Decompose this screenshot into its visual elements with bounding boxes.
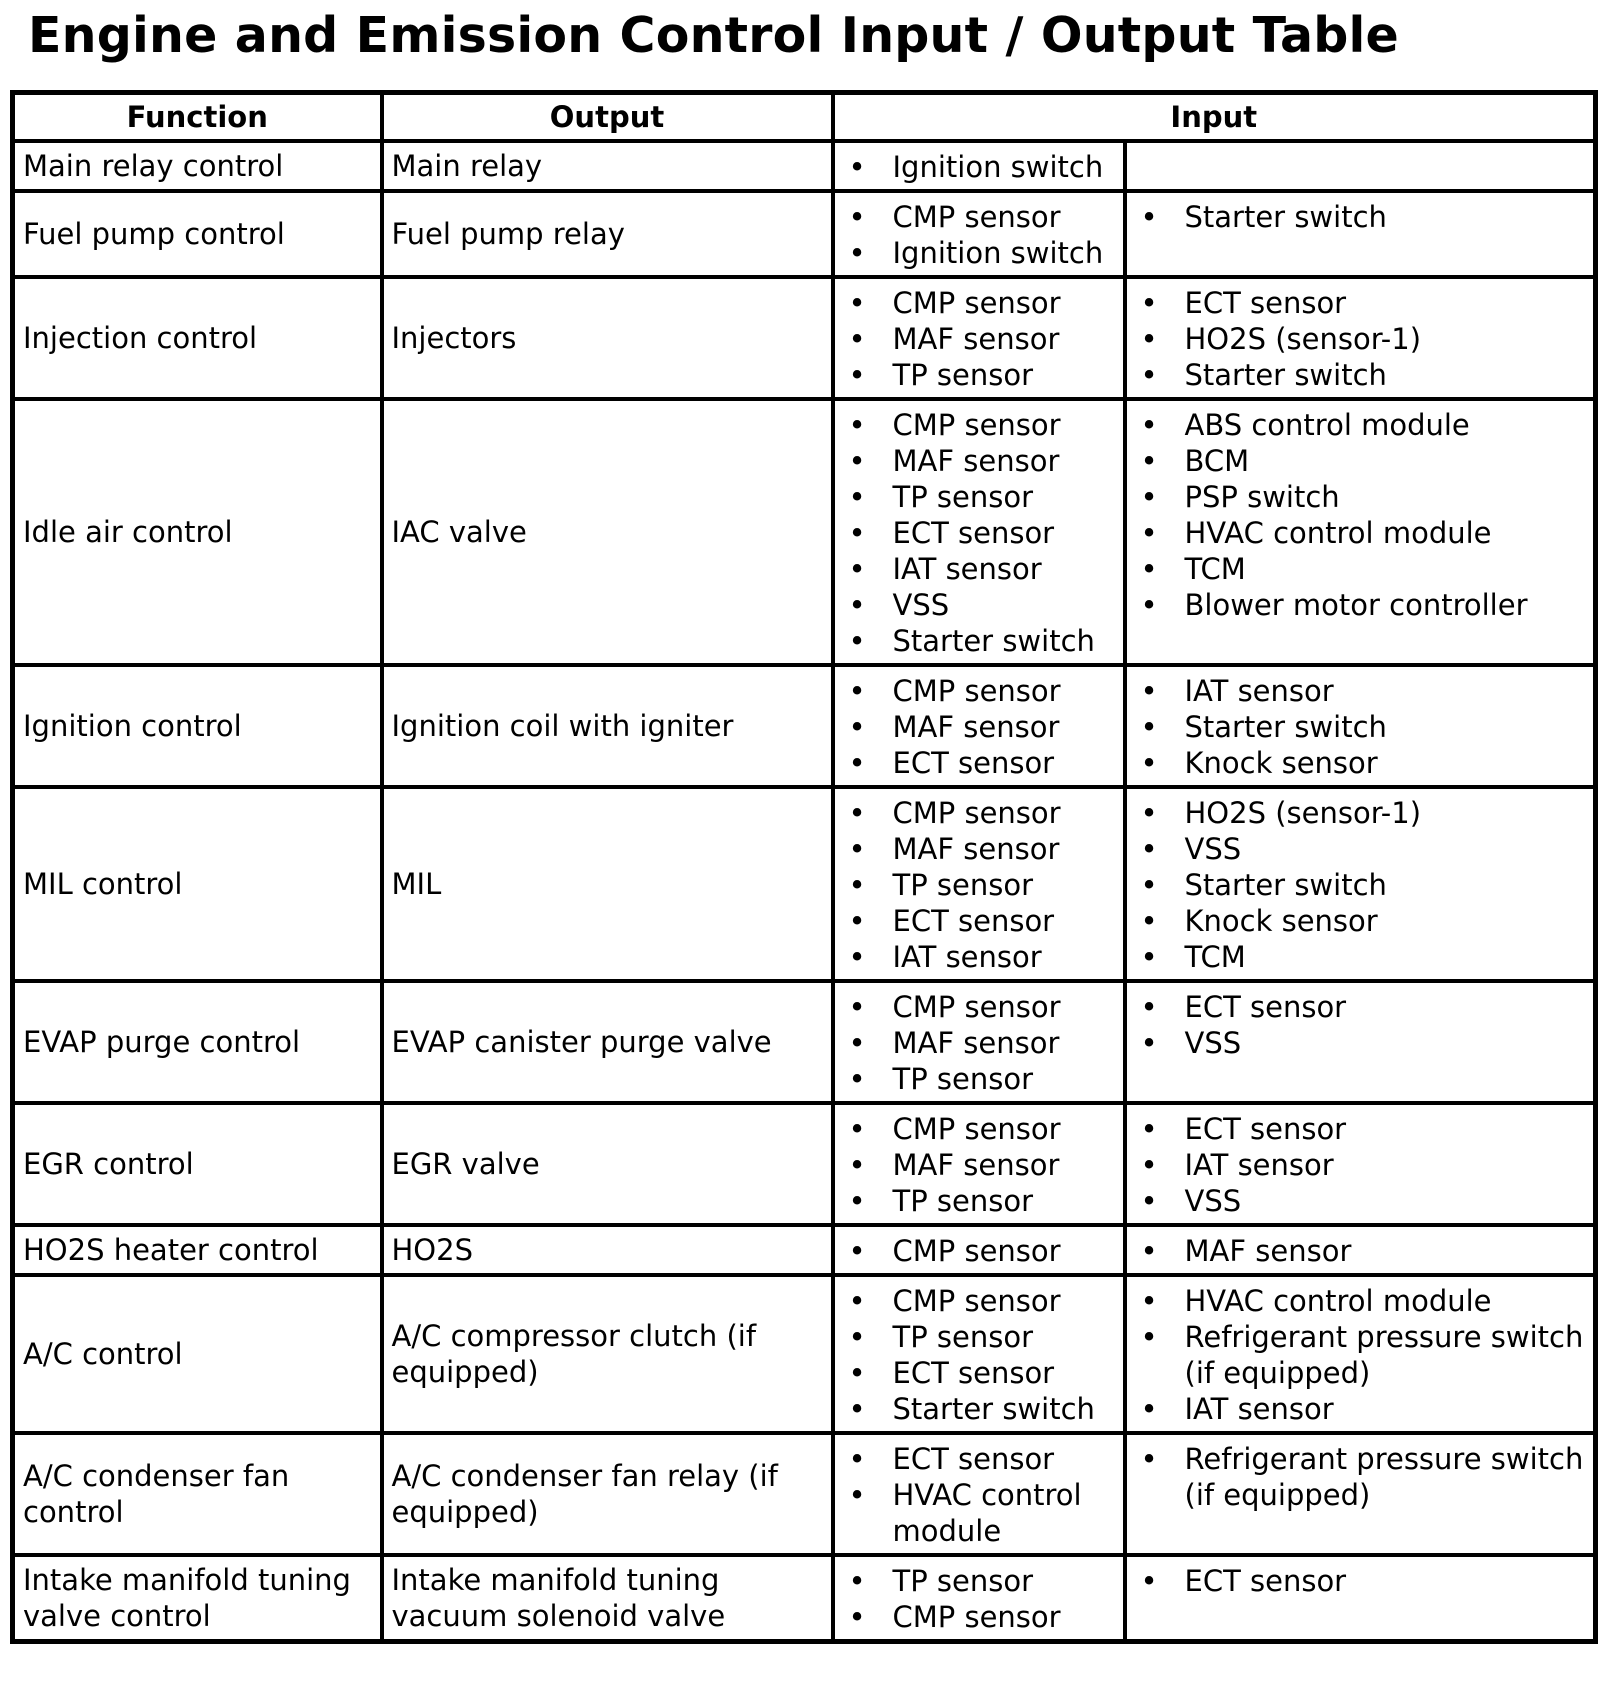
output-cell: [382, 1103, 833, 1225]
input-item: • IAT sensor: [1131, 673, 1590, 709]
output-label: Main relay: [391, 149, 543, 183]
output-label: A/C compressor clutch (if equipped): [391, 1319, 757, 1389]
function-label: Intake manifold tuning valve control: [23, 1563, 351, 1633]
input-cell-secondary: [1125, 1433, 1596, 1555]
input-item: • CMP sensor: [839, 199, 1119, 235]
input-item: • MAF sensor: [839, 443, 1119, 479]
input-cell-secondary: [1125, 277, 1596, 399]
input-cell-primary: [833, 981, 1125, 1103]
input-list: [839, 989, 1119, 1097]
input-list: [1131, 989, 1590, 1061]
input-item: • CMP sensor: [839, 1283, 1119, 1319]
input-item: • TP sensor: [839, 1183, 1119, 1219]
input-list: [839, 673, 1119, 781]
input-item: • PSP switch: [1131, 479, 1590, 515]
input-item: • ECT sensor: [839, 1355, 1119, 1391]
input-cell-secondary: [1125, 1275, 1596, 1433]
input-item: • IAT sensor: [1131, 1147, 1590, 1183]
input-item: • Refrigerant pressure switch (if equipped): [1131, 1319, 1590, 1391]
input-cell-primary: [833, 277, 1125, 399]
output-label: MIL: [391, 867, 442, 901]
input-item: • TCM: [1131, 551, 1590, 587]
function-label: HO2S heater control: [23, 1233, 319, 1267]
input-item: • TP sensor: [839, 1319, 1119, 1355]
input-cell-primary: [833, 141, 1125, 191]
input-cell-primary: [833, 1103, 1125, 1225]
input-item: • CMP sensor: [839, 285, 1119, 321]
table-body: [13, 141, 1596, 1642]
input-cell-secondary: [1125, 191, 1596, 277]
input-item: • ECT sensor: [839, 1441, 1119, 1477]
input-item: • ECT sensor: [1131, 285, 1590, 321]
function-label: EGR control: [23, 1147, 194, 1181]
input-list: [839, 407, 1119, 659]
header-function: Function: [13, 93, 382, 142]
input-list: [839, 1111, 1119, 1219]
input-item: • TP sensor: [839, 1563, 1119, 1599]
input-cell-primary: [833, 191, 1125, 277]
table-row: [13, 981, 1596, 1103]
input-item: • ECT sensor: [839, 515, 1119, 551]
input-list: [839, 1283, 1119, 1427]
function-cell: [13, 399, 382, 665]
input-list: [1131, 1233, 1590, 1269]
input-item: • IAT sensor: [1131, 1391, 1590, 1427]
output-cell: [382, 787, 833, 981]
table-row: [13, 277, 1596, 399]
input-item: • VSS: [839, 587, 1119, 623]
input-list: [839, 1233, 1119, 1269]
function-cell: [13, 1555, 382, 1642]
input-list: [1131, 1441, 1590, 1513]
output-label: IAC valve: [391, 515, 527, 549]
input-list: [839, 795, 1119, 975]
input-item: • BCM: [1131, 443, 1590, 479]
function-label: EVAP purge control: [23, 1025, 301, 1059]
input-cell-primary: [833, 399, 1125, 665]
input-cell-primary: [833, 1275, 1125, 1433]
input-item: • Blower motor controller: [1131, 587, 1590, 623]
input-cell-primary: [833, 1225, 1125, 1275]
function-label: A/C control: [23, 1337, 183, 1371]
table-row: [13, 191, 1596, 277]
input-item: • MAF sensor: [1131, 1233, 1590, 1269]
output-label: EVAP canister purge valve: [391, 1025, 772, 1059]
function-cell: [13, 1275, 382, 1433]
input-item: • MAF sensor: [839, 709, 1119, 745]
input-item: • TCM: [1131, 939, 1590, 975]
input-item: • CMP sensor: [839, 407, 1119, 443]
input-item: • HVAC control module: [839, 1477, 1119, 1549]
input-item: • CMP sensor: [839, 673, 1119, 709]
function-cell: [13, 1103, 382, 1225]
function-label: A/C condenser fan control: [23, 1459, 290, 1529]
input-item: • IAT sensor: [839, 939, 1119, 975]
function-label: Idle air control: [23, 515, 233, 549]
input-item: • VSS: [1131, 1183, 1590, 1219]
input-item: • CMP sensor: [839, 1111, 1119, 1147]
output-label: Ignition coil with igniter: [391, 709, 734, 743]
input-list: [1131, 407, 1590, 623]
input-list: [839, 149, 1119, 185]
table-row: [13, 1225, 1596, 1275]
table-row: [13, 1103, 1596, 1225]
input-item: • Knock sensor: [1131, 903, 1590, 939]
input-item: • CMP sensor: [839, 795, 1119, 831]
function-cell: [13, 1433, 382, 1555]
output-label: Injectors: [391, 321, 517, 355]
input-item: • CMP sensor: [839, 1599, 1119, 1635]
table-row: [13, 787, 1596, 981]
input-list: [839, 285, 1119, 393]
input-cell-secondary: [1125, 1103, 1596, 1225]
input-cell-secondary: [1125, 1225, 1596, 1275]
output-cell: [382, 665, 833, 787]
input-list: [1131, 199, 1590, 235]
input-cell-primary: [833, 787, 1125, 981]
output-cell: [382, 141, 833, 191]
output-cell: [382, 1225, 833, 1275]
input-item: • VSS: [1131, 831, 1590, 867]
page-title: Engine and Emission Control Input / Output Table: [28, 7, 1399, 64]
input-item: • ECT sensor: [1131, 1111, 1590, 1147]
output-cell: [382, 191, 833, 277]
input-list: [839, 1563, 1119, 1635]
input-cell-primary: [833, 1433, 1125, 1555]
input-item: • Starter switch: [1131, 199, 1590, 235]
input-item: • MAF sensor: [839, 831, 1119, 867]
input-item: • MAF sensor: [839, 1025, 1119, 1061]
output-cell: [382, 1275, 833, 1433]
input-cell-secondary: [1125, 141, 1596, 191]
input-item: • VSS: [1131, 1025, 1590, 1061]
header-row: [13, 93, 1596, 142]
input-item: • Ignition switch: [839, 149, 1119, 185]
input-item: • ABS control module: [1131, 407, 1590, 443]
function-cell: [13, 665, 382, 787]
table-row: [13, 141, 1596, 191]
input-cell-secondary: [1125, 981, 1596, 1103]
input-cell-primary: [833, 665, 1125, 787]
output-cell: [382, 1433, 833, 1555]
input-item: • IAT sensor: [839, 551, 1119, 587]
header-output: Output: [382, 93, 833, 142]
input-item: • ECT sensor: [839, 745, 1119, 781]
output-label: Intake manifold tuning vacuum solenoid valve: [391, 1563, 726, 1633]
output-cell: [382, 1555, 833, 1642]
input-item: • Starter switch: [839, 1391, 1119, 1427]
input-item: • TP sensor: [839, 357, 1119, 393]
input-list: [1131, 1563, 1590, 1599]
function-cell: [13, 277, 382, 399]
input-list: [839, 1441, 1119, 1549]
input-list: [1131, 795, 1590, 975]
input-list: [1131, 285, 1590, 393]
output-cell: [382, 277, 833, 399]
input-item: • HO2S (sensor-1): [1131, 321, 1590, 357]
input-item: • TP sensor: [839, 1061, 1119, 1097]
function-cell: [13, 981, 382, 1103]
function-cell: [13, 1225, 382, 1275]
output-label: A/C condenser fan relay (if equipped): [391, 1459, 778, 1529]
input-item: • TP sensor: [839, 867, 1119, 903]
function-label: MIL control: [23, 867, 183, 901]
output-label: Fuel pump relay: [391, 217, 625, 251]
table-row: [13, 1275, 1596, 1433]
input-cell-secondary: [1125, 665, 1596, 787]
input-item: • MAF sensor: [839, 321, 1119, 357]
input-item: • CMP sensor: [839, 1233, 1119, 1269]
function-label: Injection control: [23, 321, 258, 355]
input-item: • Starter switch: [839, 623, 1119, 659]
input-cell-secondary: [1125, 399, 1596, 665]
input-item: • Starter switch: [1131, 357, 1590, 393]
input-cell-secondary: [1125, 1555, 1596, 1642]
table-row: [13, 399, 1596, 665]
input-item: • TP sensor: [839, 479, 1119, 515]
input-item: • HVAC control module: [1131, 515, 1590, 551]
input-cell-secondary: [1125, 787, 1596, 981]
table-row: [13, 1433, 1596, 1555]
input-cell-primary: [833, 1555, 1125, 1642]
input-item: • ECT sensor: [1131, 1563, 1590, 1599]
input-item: • MAF sensor: [839, 1147, 1119, 1183]
input-item: • Refrigerant pressure switch (if equipped): [1131, 1441, 1590, 1513]
input-item: • Knock sensor: [1131, 745, 1590, 781]
input-item: • HO2S (sensor-1): [1131, 795, 1590, 831]
input-item: • Ignition switch: [839, 235, 1119, 271]
input-list: [839, 199, 1119, 271]
function-label: Fuel pump control: [23, 217, 285, 251]
table-row: [13, 1555, 1596, 1642]
input-item: • CMP sensor: [839, 989, 1119, 1025]
io-table: [10, 90, 1598, 1644]
input-list: [1131, 1283, 1590, 1427]
input-list: [1131, 1111, 1590, 1219]
input-item: • ECT sensor: [839, 903, 1119, 939]
input-item: • Starter switch: [1131, 709, 1590, 745]
function-cell: [13, 191, 382, 277]
output-cell: [382, 981, 833, 1103]
table-row: [13, 665, 1596, 787]
output-label: HO2S: [391, 1233, 473, 1267]
function-cell: [13, 141, 382, 191]
input-list: [1131, 673, 1590, 781]
header-input: Input: [833, 93, 1596, 142]
output-label: EGR valve: [391, 1147, 540, 1181]
input-item: • ECT sensor: [1131, 989, 1590, 1025]
function-label: Main relay control: [23, 149, 284, 183]
output-cell: [382, 399, 833, 665]
function-label: Ignition control: [23, 709, 242, 743]
input-item: • HVAC control module: [1131, 1283, 1590, 1319]
function-cell: [13, 787, 382, 981]
input-item: • Starter switch: [1131, 867, 1590, 903]
